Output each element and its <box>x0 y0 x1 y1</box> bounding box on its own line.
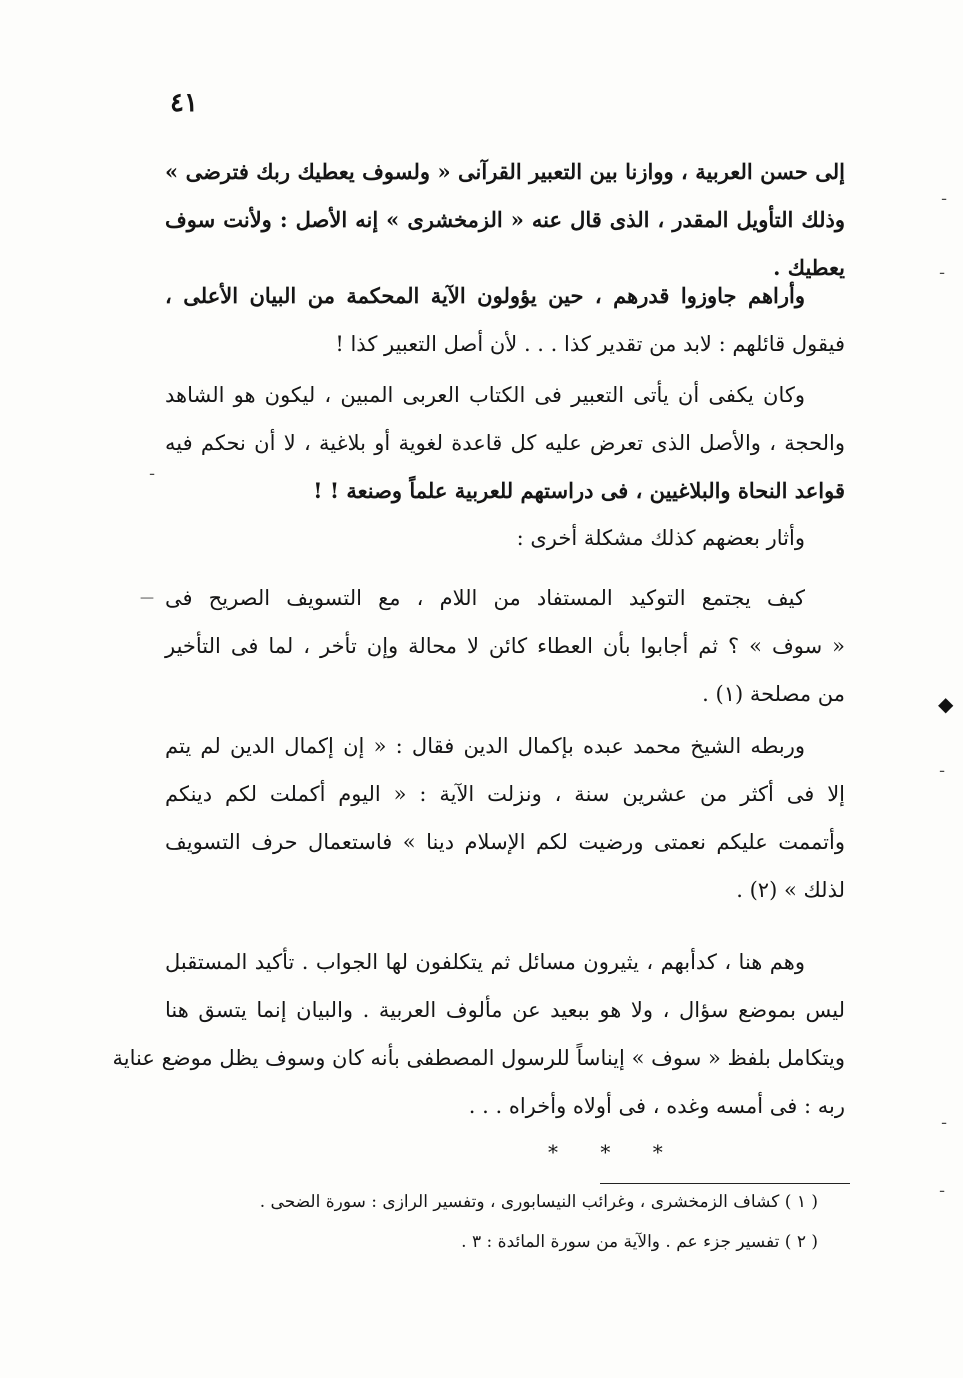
paragraph-5 <box>165 574 845 718</box>
text-line: كيف يجتمع التوكيد المستفاد من اللام ، مع التسويف الصريح فى <box>165 586 805 610</box>
margin-mark: — <box>140 590 154 606</box>
page-number: ٤١ <box>170 88 198 118</box>
text-line: فيقول قائلهم : لابد من تقدير كذا . . . لأن أصل التعبير كذا ! <box>335 332 845 356</box>
text-line: قواعد النحاة والبلاغيين ، فى دراستهم للعربية علماً وصنعة ! ! <box>313 478 845 503</box>
margin-mark: ـ <box>942 1112 947 1128</box>
footnote-divider <box>600 1183 850 1184</box>
footnote-2: ( ٢ ) تفسير جزء عم . والآية من سورة المائدة : ٣ . <box>461 1232 818 1252</box>
paragraph-4 <box>165 514 845 562</box>
margin-mark: ـ <box>940 1180 945 1196</box>
paragraph-1 <box>165 148 845 292</box>
text-line: إلا فى أكثر من عشرين سنة ، ونزلت الآية : « اليوم أكملت لكم دينكم <box>165 782 845 806</box>
text-line: والحجة ، والأصل الذى تعرض عليه كل قاعدة لغوية أو بلاغية ، لا أن نحكم فيه <box>165 431 845 455</box>
text-line: « سوف » ؟ ثم أجابوا بأن العطاء كائن لا محالة وإن تأخر ، لما فى التأخير <box>165 634 845 658</box>
text-line: وذلك التأويل المقدر ، الذى قال عنه « الزمخشرى » إنه الأصل : ولأنت سوف <box>165 207 845 232</box>
text-line: وهم هنا ، كدأبهم ، يثيرون مسائل ثم يتكلفون لها الجواب . تأكيد المستقبل <box>165 950 805 974</box>
text-line: وأتممت عليكم نعمتى ورضيت لكم الإسلام دينا » فاستعمال حرف التسويف <box>165 830 845 854</box>
text-line: من مصلحة (١) . <box>702 682 845 706</box>
margin-mark: ـ <box>940 262 945 278</box>
paragraph-3 <box>165 371 845 515</box>
text-line: وأثار بعضهم كذلك مشكلة أخرى : <box>516 526 805 550</box>
margin-mark: ـ <box>940 760 945 776</box>
text-line: لذلك » (٢) . <box>736 878 845 902</box>
margin-mark: ـ <box>942 188 947 204</box>
text-line: ربه : فى أمسه وغده ، فى أولاه وأخراه . . . <box>468 1094 845 1118</box>
text-line: يعطيك . <box>773 255 845 280</box>
paragraph-7 <box>112 938 845 1130</box>
text-line: ويتكامل بلفظ « سوف » إيناساً للرسول المصطفى بأنه كان وسوف يظل موضع عناية <box>112 1046 845 1070</box>
text-line: وكان يكفى أن يأتى التعبير فى الكتاب العربى المبين ، ليكون هو الشاهد <box>165 383 805 407</box>
text-line: وربطه الشيخ محمد عبده بإكمال الدين فقال : « إن إكمال الدين لم يتم <box>165 734 805 758</box>
section-separator: * * * <box>548 1140 681 1164</box>
paragraph-6 <box>165 722 845 914</box>
text-line: إلى حسن العربية ، ووازنا بين التعبير القرآنى « ولسوف يعطيك ربك فترضى » <box>165 159 845 184</box>
margin-mark: ـ <box>150 463 155 479</box>
footnote-1: ( ١ ) كشاف الزمخشرى ، وغرائب النيسابورى ، وتفسير الرازى : سورة الضحى . <box>259 1192 818 1212</box>
text-line: ليس بموضع سؤال ، ولا هو ببعيد عن مألوف العربية . والبيان إنما يتسق هنا <box>165 998 845 1022</box>
margin-mark: ◆ <box>938 692 954 716</box>
text-line: وأراهم جاوزوا قدرهم ، حين يؤولون الآية المحكمة من البيان الأعلى ، <box>165 283 805 308</box>
paragraph-2 <box>165 272 845 368</box>
